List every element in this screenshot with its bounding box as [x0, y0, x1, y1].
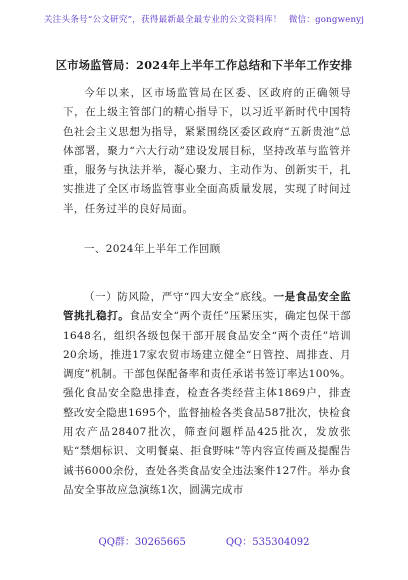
- section-heading-text: 一、2024年上半年工作回顾: [84, 243, 221, 255]
- footer: [0, 533, 408, 548]
- top-banner: [0, 13, 408, 25]
- banner-notice: 关注头条号“公文研究”，获得最新最全最专业的公文资料库！: [43, 15, 282, 25]
- item1-paragraph: [63, 288, 351, 500]
- document-title: 区市场监管局：2024年上半年工作总结和下半年工作安排: [55, 58, 353, 72]
- qq-group-number: 30265665: [134, 537, 186, 548]
- qq-group-label: QQ群：: [98, 537, 135, 548]
- wechat-id: gongwenyj: [315, 15, 365, 25]
- wechat-label: 微信：: [288, 15, 316, 25]
- section-heading: [63, 240, 351, 259]
- intro-paragraph: [63, 84, 351, 219]
- item1-bold-lead: 一是食品安全监管挑扎稳打。: [63, 291, 351, 323]
- qq-label: QQ：: [225, 537, 253, 548]
- qq-number: 535304092: [252, 537, 310, 548]
- item1-text: 食品安全“两个责任”压紧压实，确定包保干部1648名，组织各级包保干部开展食品安全“两个责任”培训20余场，推进17家农贸市场建立健全“日管控、周排查、月调度”机制。干部包保配备率和责任承诺书签订率达100%。强化食品安全隐患排查，检查各类经营主体1869户，排查整改安全隐患1695个，监督抽检各类食品587批次，快检食用农产品28407批次，筛查问题样品425批次，发放张贴“禁烟标识、文明餐桌、拒食野味”等内容宣传画及提醒告诫书6000余份，查处各类食品安全违法案件127件。举办食品安全事故应急演练1次，圆满完成市: [63, 310, 351, 496]
- item1-lead: （一）防风险，严守“四大安全”底线。: [84, 291, 274, 303]
- intro-text: 今年以来，区市场监管局在区委、区政府的正确领导下，在上级主管部门的精心指导下，以习近平新时代中国特色社会主义思想为指导，紧紧围绕区委区政府“五新贵池”总体部署，聚力“六大行动”建设发展目标，坚持改革与监管并重，服务与执法并举，凝心聚力、主动作为、创新实干，扎实推进了全区市场监管事业全面高质量发展，实现了时间过半，任务过半的良好局面。: [63, 87, 351, 215]
